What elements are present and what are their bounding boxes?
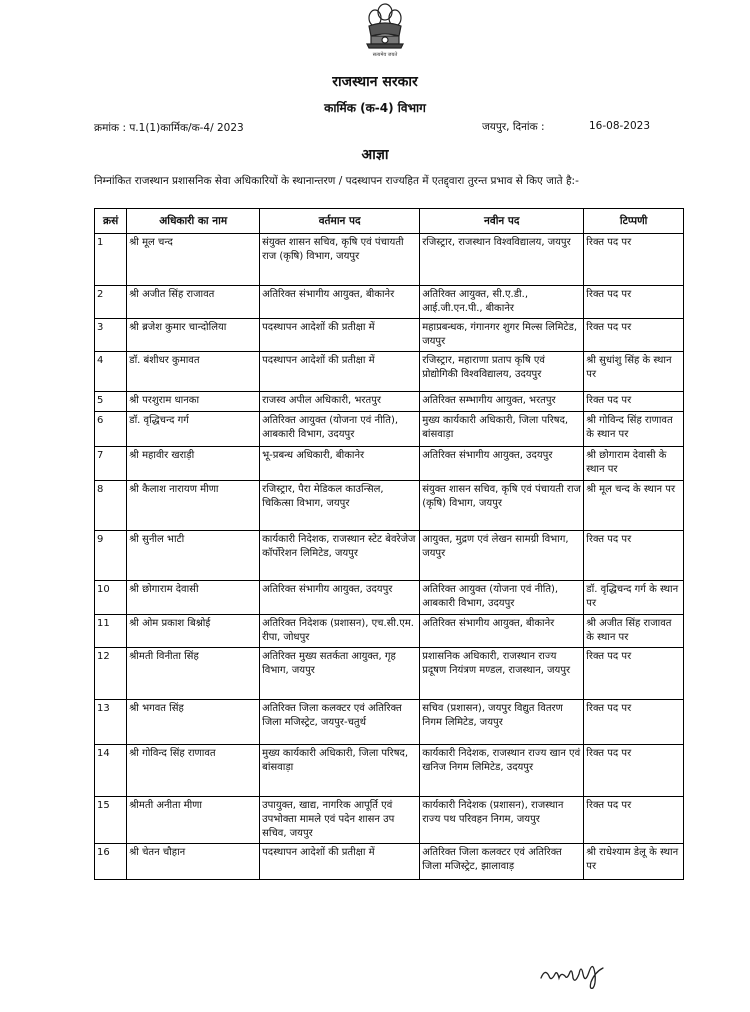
cell-sno: 12 bbox=[95, 648, 127, 700]
cell-current-post: कार्यकारी निदेशक, राजस्थान स्टेट बेवरेजेज कॉर्पोरेशन लिमिटेड, जयपुर bbox=[260, 531, 420, 581]
table-row bbox=[95, 481, 684, 531]
cell-current-post: संयुक्त शासन सचिव, कृषि एवं पंचायती राज (कृषि) विभाग, जयपुर bbox=[260, 234, 420, 286]
cell-sno: 9 bbox=[95, 531, 127, 581]
cell-new-post: अतिरिक्त संभागीय आयुक्त, बीकानेर bbox=[420, 615, 584, 648]
cell-remark: रिक्त पद पर bbox=[584, 648, 684, 700]
cell-new-post: सचिव (प्रशासन), जयपुर विद्युत वितरण निगम लिमिटेड, जयपुर bbox=[420, 700, 584, 745]
cell-remark: रिक्त पद पर bbox=[584, 700, 684, 745]
column-header-new-post: नवीन पद bbox=[420, 209, 584, 234]
cell-remark: डॉ. वृद्धिचन्द गर्ग के स्थान पर bbox=[584, 581, 684, 615]
table-row bbox=[95, 745, 684, 797]
cell-current-post: अतिरिक्त संभागीय आयुक्त, बीकानेर bbox=[260, 286, 420, 319]
cell-new-post: अतिरिक्त आयुक्त, सी.ए.डी., आई.जी.एन.पी., बीकानेर bbox=[420, 286, 584, 319]
cell-current-post: पदस्थापन आदेशों की प्रतीक्षा में bbox=[260, 844, 420, 880]
cell-new-post: मुख्य कार्यकारी अधिकारी, जिला परिषद, बांसवाड़ा bbox=[420, 412, 584, 447]
cell-officer-name: श्री ओम प्रकाश बिश्नोई bbox=[127, 615, 260, 648]
table-row bbox=[95, 352, 684, 392]
cell-current-post: रजिस्ट्रार, पैरा मेडिकल काउन्सिल, चिकित्सा विभाग, जयपुर bbox=[260, 481, 420, 531]
cell-sno: 3 bbox=[95, 319, 127, 352]
cell-current-post: अतिरिक्त जिला कलक्टर एवं अतिरिक्त जिला मजिस्ट्रेट, जयपुर-चतुर्थ bbox=[260, 700, 420, 745]
cell-remark: श्री छोगाराम देवासी के स्थान पर bbox=[584, 447, 684, 481]
column-header-remark: टिप्पणी bbox=[584, 209, 684, 234]
cell-officer-name: श्री अजीत सिंह राजावत bbox=[127, 286, 260, 319]
reference-number: क्रमांक : प.1(1)कार्मिक/क-4/ 2023 bbox=[94, 122, 244, 134]
cell-sno: 10 bbox=[95, 581, 127, 615]
cell-sno: 8 bbox=[95, 481, 127, 531]
cell-officer-name: डॉ. वृद्धिचन्द गर्ग bbox=[127, 412, 260, 447]
transfer-table bbox=[94, 208, 684, 880]
cell-sno: 7 bbox=[95, 447, 127, 481]
table-row bbox=[95, 531, 684, 581]
place-date-label: जयपुर, दिनांक : bbox=[482, 121, 545, 133]
signature-image bbox=[535, 950, 615, 990]
cell-current-post: अतिरिक्त आयुक्त (योजना एवं नीति), आबकारी विभाग, उदयपुर bbox=[260, 412, 420, 447]
cell-new-post: रजिस्ट्रार, राजस्थान विश्वविद्यालय, जयपुर bbox=[420, 234, 584, 286]
emblem-motto: सत्यमेव जयते bbox=[372, 52, 398, 58]
cell-current-post: अतिरिक्त संभागीय आयुक्त, उदयपुर bbox=[260, 581, 420, 615]
cell-new-post: अतिरिक्त संभागीय आयुक्त, उदयपुर bbox=[420, 447, 584, 481]
cell-officer-name: श्री मूल चन्द bbox=[127, 234, 260, 286]
cell-sno: 15 bbox=[95, 797, 127, 844]
cell-remark: रिक्त पद पर bbox=[584, 531, 684, 581]
order-date: 16-08-2023 bbox=[589, 120, 651, 132]
cell-officer-name: श्री परशुराम धानका bbox=[127, 392, 260, 412]
column-header-current-post: वर्तमान पद bbox=[260, 209, 420, 234]
cell-current-post: मुख्य कार्यकारी अधिकारी, जिला परिषद, बांसवाड़ा bbox=[260, 745, 420, 797]
table-row bbox=[95, 797, 684, 844]
cell-current-post: अतिरिक्त मुख्य सतर्कता आयुक्त, गृह विभाग, जयपुर bbox=[260, 648, 420, 700]
cell-sno: 5 bbox=[95, 392, 127, 412]
table-row bbox=[95, 319, 684, 352]
department-title: कार्मिक (क-4) विभाग bbox=[324, 101, 426, 115]
cell-remark: रिक्त पद पर bbox=[584, 745, 684, 797]
cell-new-post: महाप्रबन्धक, गंगानगर शुगर मिल्स लिमिटेड, जयपुर bbox=[420, 319, 584, 352]
table-row bbox=[95, 581, 684, 615]
table-row bbox=[95, 412, 684, 447]
cell-current-post: उपायुक्त, खाद्य, नागरिक आपूर्ति एवं उपभोक्ता मामले एवं पदेन शासन उप सचिव, जयपुर bbox=[260, 797, 420, 844]
table-row bbox=[95, 648, 684, 700]
cell-new-post: अतिरिक्त सम्भागीय आयुक्त, भरतपुर bbox=[420, 392, 584, 412]
cell-remark: श्री सुधांशु सिंह के स्थान पर bbox=[584, 352, 684, 392]
cell-remark: श्री गोविन्द सिंह राणावत के स्थान पर bbox=[584, 412, 684, 447]
cell-sno: 2 bbox=[95, 286, 127, 319]
cell-sno: 1 bbox=[95, 234, 127, 286]
cell-officer-name: श्री कैलाश नारायण मीणा bbox=[127, 481, 260, 531]
cell-officer-name: श्री महावीर खराड़ी bbox=[127, 447, 260, 481]
cell-new-post: कार्यकारी निदेशक, राजस्थान राज्य खान एवं खनिज निगम लिमिटेड, उदयपुर bbox=[420, 745, 584, 797]
cell-remark: रिक्त पद पर bbox=[584, 286, 684, 319]
cell-current-post: पदस्थापन आदेशों की प्रतीक्षा में bbox=[260, 319, 420, 352]
order-title: आज्ञा bbox=[361, 147, 389, 163]
cell-new-post: आयुक्त, मुद्रण एवं लेखन सामग्री विभाग, जयपुर bbox=[420, 531, 584, 581]
table-row bbox=[95, 447, 684, 481]
cell-current-post: पदस्थापन आदेशों की प्रतीक्षा में bbox=[260, 352, 420, 392]
cell-remark: रिक्त पद पर bbox=[584, 797, 684, 844]
table-row bbox=[95, 615, 684, 648]
cell-current-post: भू-प्रबन्ध अधिकारी, बीकानेर bbox=[260, 447, 420, 481]
cell-remark: रिक्त पद पर bbox=[584, 234, 684, 286]
cell-new-post: अतिरिक्त आयुक्त (योजना एवं नीति), आबकारी विभाग, उदयपुर bbox=[420, 581, 584, 615]
cell-new-post: कार्यकारी निदेशक (प्रशासन), राजस्थान राज्य पथ परिवहन निगम, जयपुर bbox=[420, 797, 584, 844]
column-header-name: अधिकारी का नाम bbox=[127, 209, 260, 234]
table-row bbox=[95, 844, 684, 880]
cell-officer-name: श्रीमती विनीता सिंह bbox=[127, 648, 260, 700]
table-row bbox=[95, 392, 684, 412]
table-header-row bbox=[95, 209, 684, 234]
cell-remark: रिक्त पद पर bbox=[584, 392, 684, 412]
cell-sno: 4 bbox=[95, 352, 127, 392]
table-row bbox=[95, 286, 684, 319]
cell-sno: 6 bbox=[95, 412, 127, 447]
cell-officer-name: श्री सुनील भाटी bbox=[127, 531, 260, 581]
table-row bbox=[95, 234, 684, 286]
government-title: राजस्थान सरकार bbox=[332, 74, 418, 90]
cell-new-post: संयुक्त शासन सचिव, कृषि एवं पंचायती राज (कृषि) विभाग, जयपुर bbox=[420, 481, 584, 531]
table-row bbox=[95, 700, 684, 745]
cell-remark: श्री राधेश्याम डेलू के स्थान पर bbox=[584, 844, 684, 880]
cell-officer-name: डॉ. बंशीधर कुमावत bbox=[127, 352, 260, 392]
cell-new-post: रजिस्ट्रार, महाराणा प्रताप कृषि एवं प्रोद्योगिकी विश्वविद्यालय, उदयपुर bbox=[420, 352, 584, 392]
cell-new-post: अतिरिक्त जिला कलक्टर एवं अतिरिक्त जिला मजिस्ट्रेट, झालावाड़ bbox=[420, 844, 584, 880]
cell-officer-name: श्री छोगाराम देवासी bbox=[127, 581, 260, 615]
cell-officer-name: श्री ब्रजेश कुमार चान्दोलिया bbox=[127, 319, 260, 352]
cell-officer-name: श्री चेतन चौहान bbox=[127, 844, 260, 880]
cell-remark: रिक्त पद पर bbox=[584, 319, 684, 352]
cell-new-post: प्रशासनिक अधिकारी, राजस्थान राज्य प्रदूषण नियंत्रण मण्डल, राजस्थान, जयपुर bbox=[420, 648, 584, 700]
cell-remark: श्री मूल चन्द के स्थान पर bbox=[584, 481, 684, 531]
cell-current-post: अतिरिक्त निदेशक (प्रशासन), एच.सी.एम. रीपा, जोधपुर bbox=[260, 615, 420, 648]
cell-current-post: राजस्व अपील अधिकारी, भरतपुर bbox=[260, 392, 420, 412]
cell-officer-name: श्री भगवत सिंह bbox=[127, 700, 260, 745]
cell-sno: 14 bbox=[95, 745, 127, 797]
cell-remark: श्री अजीत सिंह राजावत के स्थान पर bbox=[584, 615, 684, 648]
cell-officer-name: श्रीमती अनीता मीणा bbox=[127, 797, 260, 844]
cell-officer-name: श्री गोविन्द सिंह राणावत bbox=[127, 745, 260, 797]
cell-sno: 13 bbox=[95, 700, 127, 745]
column-header-sno: क्रसं bbox=[95, 209, 127, 234]
cell-sno: 16 bbox=[95, 844, 127, 880]
cell-sno: 11 bbox=[95, 615, 127, 648]
order-intro: निम्नांकित राजस्थान प्रशासनिक सेवा अधिकारियों के स्थानान्तरण / पदस्थापन राज्यहित में एतद्द्वारा तुरन्त प्रभाव से किए जाते है:- bbox=[94, 175, 579, 187]
